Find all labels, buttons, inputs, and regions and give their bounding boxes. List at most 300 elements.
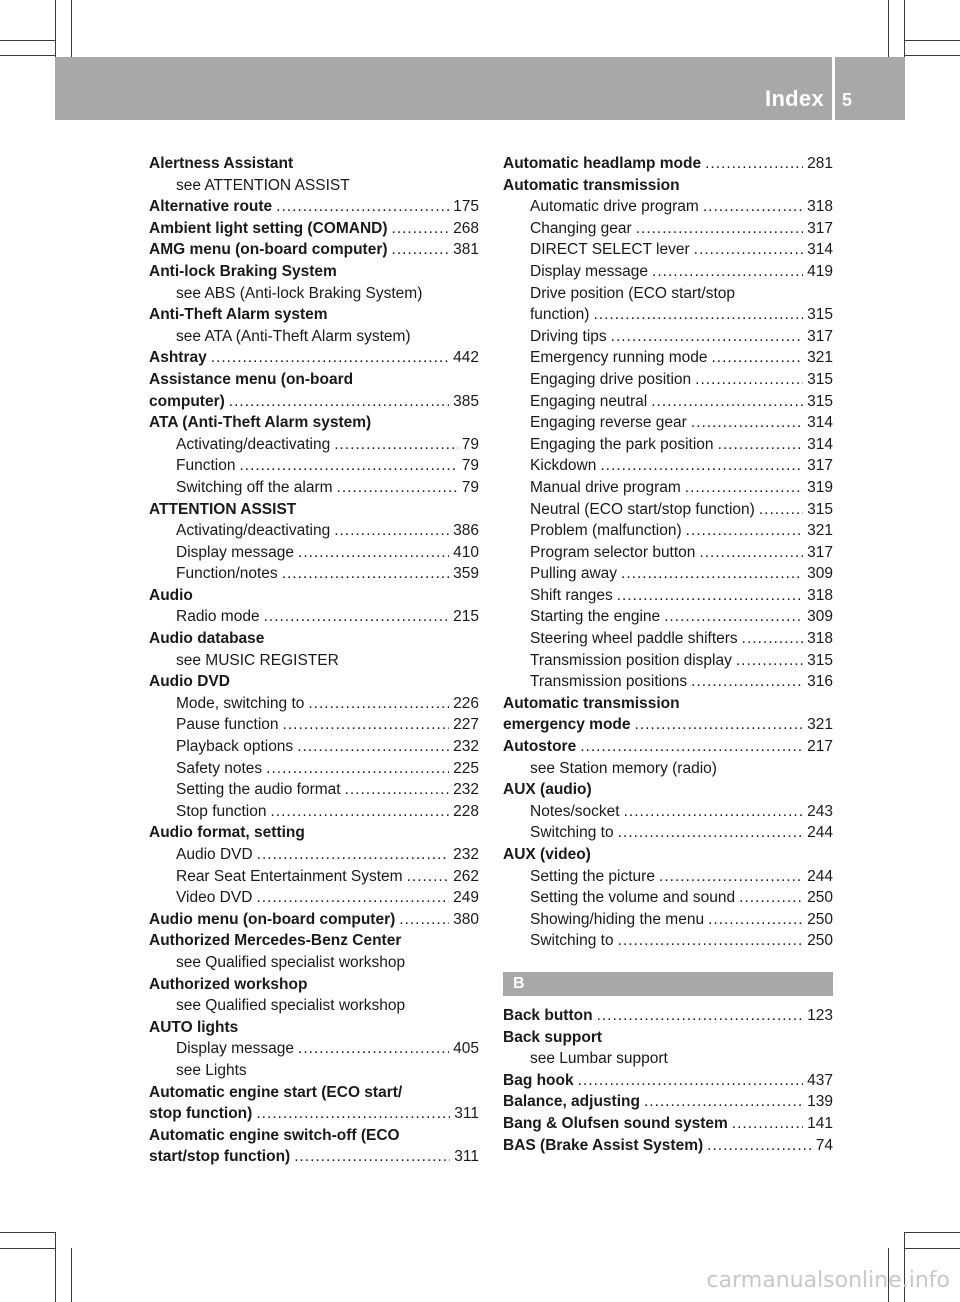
- index-entry: [149, 499, 479, 521]
- index-subentry[interactable]: [503, 196, 833, 218]
- entry-label: see Lights: [176, 1061, 247, 1079]
- page-reference[interactable]: 319: [807, 478, 833, 496]
- index-entry: [149, 628, 479, 650]
- dot-leader: [618, 822, 804, 844]
- entry-label: Ambient light setting (COMAND): [149, 219, 388, 237]
- entry-label: Display message: [176, 1040, 295, 1058]
- entry-label: Automatic drive program: [530, 198, 699, 216]
- dot-leader: [578, 1070, 804, 1092]
- page-reference[interactable]: 244: [807, 824, 833, 842]
- page-reference[interactable]: 309: [807, 565, 833, 583]
- index-subentry[interactable]: [149, 779, 479, 801]
- index-subentry[interactable]: [503, 304, 833, 326]
- index-entry[interactable]: [503, 736, 833, 758]
- index-subentry[interactable]: [149, 887, 479, 909]
- index-entry[interactable]: [149, 196, 479, 218]
- entry-label: BAS (Brake Assist System): [503, 1136, 704, 1154]
- entry-label: Assistance menu (on-board: [149, 370, 354, 388]
- crop-mark: [888, 0, 889, 58]
- dot-leader: [270, 801, 449, 823]
- page-reference[interactable]: 225: [453, 759, 479, 777]
- entry-label: Audio format, setting: [149, 824, 305, 842]
- entry-label: Starting the engine: [530, 608, 661, 626]
- entry-label: Back support: [503, 1028, 603, 1046]
- entry-label: Safety notes: [176, 759, 263, 777]
- entry-label: Mode, switching to: [176, 694, 305, 712]
- index-entry[interactable]: [503, 714, 833, 736]
- page-reference[interactable]: 250: [807, 910, 833, 928]
- index-subentry[interactable]: [149, 758, 479, 780]
- entry-label: see ATTENTION ASSIST: [176, 176, 350, 194]
- index-entry[interactable]: [503, 1091, 833, 1113]
- entry-label: Video DVD: [176, 889, 253, 907]
- entry-label: AUX (video): [503, 846, 591, 863]
- index-subentry[interactable]: [149, 866, 479, 888]
- index-subentry[interactable]: [503, 369, 833, 391]
- entry-label: Emergency running mode: [530, 349, 708, 367]
- page-reference[interactable]: 386: [453, 522, 479, 540]
- dot-leader: [664, 606, 803, 628]
- index-subentry[interactable]: [149, 736, 479, 758]
- page-reference[interactable]: 244: [807, 867, 833, 885]
- entry-label: Audio: [149, 586, 193, 604]
- page-reference[interactable]: 232: [453, 738, 479, 756]
- entry-label: Switching to: [530, 824, 614, 842]
- entry-label: Changing gear: [530, 219, 632, 237]
- crop-mark: [0, 55, 56, 56]
- index-entry: [149, 930, 479, 952]
- page-number: 5: [842, 90, 853, 110]
- dot-leader: [635, 714, 804, 736]
- index-subentry[interactable]: [503, 499, 833, 521]
- dot-leader: [652, 261, 803, 283]
- index-entry[interactable]: [149, 1146, 479, 1168]
- dot-leader: [759, 499, 803, 521]
- index-subentry: [149, 283, 479, 305]
- page-title: Index: [765, 86, 824, 111]
- page-reference[interactable]: 359: [453, 565, 479, 583]
- entry-label: Automatic engine switch-off (ECO: [149, 1126, 400, 1144]
- dot-leader: [337, 477, 458, 499]
- entry-label: Autostore: [503, 738, 577, 756]
- index-entry[interactable]: [503, 1135, 833, 1157]
- entry-label: Drive position (ECO start/stop: [530, 284, 736, 302]
- crop-mark: [71, 0, 72, 58]
- page-reference[interactable]: 217: [807, 738, 833, 756]
- page-reference[interactable]: 315: [807, 370, 833, 388]
- entry-label: Stop function: [176, 802, 267, 820]
- entry-label: Setting the picture: [530, 867, 655, 885]
- dot-leader: [691, 412, 803, 434]
- index-entry: [149, 1125, 479, 1147]
- dot-leader: [600, 455, 803, 477]
- index-subentry[interactable]: [503, 628, 833, 650]
- page-reference[interactable]: 79: [461, 478, 479, 496]
- dot-leader: [691, 671, 803, 693]
- index-subentry[interactable]: [149, 693, 479, 715]
- entry-label: Showing/hiding the menu: [530, 910, 705, 928]
- entry-label: see Qualified specialist workshop: [176, 953, 406, 971]
- page-reference[interactable]: 232: [453, 781, 479, 799]
- dot-leader: [211, 347, 449, 369]
- page-reference[interactable]: 318: [807, 198, 833, 216]
- page-reference[interactable]: 315: [807, 306, 833, 324]
- entry-label: AUX (audio): [503, 781, 592, 799]
- page-reference[interactable]: 314: [807, 435, 833, 453]
- entry-label: Anti-Theft Alarm system: [149, 306, 328, 324]
- page-reference[interactable]: 410: [453, 543, 479, 561]
- index-entry: [149, 671, 479, 693]
- crop-mark: [904, 1232, 960, 1233]
- index-subentry: [503, 283, 833, 305]
- index-subentry[interactable]: [503, 434, 833, 456]
- page-reference[interactable]: 227: [453, 716, 479, 734]
- index-entry: [149, 304, 479, 326]
- entry-label: Pulling away: [530, 565, 618, 583]
- dot-leader: [624, 801, 804, 823]
- page-reference[interactable]: 317: [807, 457, 833, 475]
- index-entry: [149, 369, 479, 391]
- index-subentry[interactable]: [149, 434, 479, 456]
- index-subentry[interactable]: [149, 1038, 479, 1060]
- entry-label: Activating/deactivating: [176, 522, 331, 540]
- entry-label: Bag hook: [503, 1071, 574, 1089]
- index-entry[interactable]: [149, 347, 479, 369]
- page-reference[interactable]: 321: [807, 349, 833, 367]
- entry-label: Automatic transmission: [503, 176, 680, 194]
- dot-leader: [597, 1005, 804, 1027]
- index-entry[interactable]: [149, 1103, 479, 1125]
- index-subentry[interactable]: [503, 585, 833, 607]
- crop-mark: [0, 40, 56, 41]
- page-reference[interactable]: 385: [453, 392, 479, 410]
- header-divider: [832, 57, 835, 120]
- index-subentry[interactable]: [149, 520, 479, 542]
- dot-leader: [739, 887, 803, 909]
- entry-label: ATTENTION ASSIST: [149, 500, 297, 518]
- dot-leader: [229, 391, 449, 413]
- index-entry: [149, 1082, 479, 1104]
- index-subentry[interactable]: [503, 866, 833, 888]
- page-reference[interactable]: 123: [807, 1006, 833, 1024]
- page-reference[interactable]: 315: [807, 651, 833, 669]
- index-subentry[interactable]: [503, 412, 833, 434]
- entry-label: see ATA (Anti-Theft Alarm system): [176, 327, 411, 345]
- index-subentry: [503, 1048, 833, 1070]
- index-entry: [149, 585, 479, 607]
- section-header: B: [503, 972, 833, 996]
- crop-mark: [55, 1232, 56, 1302]
- entry-label: Switching off the alarm: [176, 478, 333, 496]
- entry-label: Audio menu (on-board computer): [149, 910, 396, 928]
- index-subentry[interactable]: [503, 218, 833, 240]
- page-reference[interactable]: 311: [454, 1148, 479, 1166]
- index-entry[interactable]: [149, 909, 479, 931]
- index-entry[interactable]: [149, 239, 479, 261]
- page-reference[interactable]: 381: [453, 241, 479, 259]
- dot-leader: [659, 866, 803, 888]
- entry-label: Audio database: [149, 630, 265, 648]
- dot-leader: [308, 693, 449, 715]
- dot-leader: [695, 369, 803, 391]
- dot-leader: [256, 1103, 450, 1125]
- index-entry: [149, 261, 479, 283]
- entry-label: Manual drive program: [530, 478, 681, 496]
- index-subentry[interactable]: [149, 844, 479, 866]
- index-column-left: [149, 153, 479, 1168]
- page-reference[interactable]: 316: [807, 673, 833, 691]
- page-reference[interactable]: 232: [453, 846, 479, 863]
- index-subentry[interactable]: [149, 606, 479, 628]
- entry-label: see Station memory (radio): [530, 759, 717, 777]
- entry-label: emergency mode: [503, 716, 631, 734]
- entry-label: Audio DVD: [149, 673, 230, 691]
- index-entry: [503, 1027, 833, 1049]
- dot-leader: [298, 542, 449, 564]
- page-reference[interactable]: 321: [807, 716, 833, 734]
- entry-label: Engaging reverse gear: [530, 414, 687, 432]
- dot-leader: [611, 326, 803, 348]
- entry-label: stop function): [149, 1105, 253, 1123]
- entry-label: Display message: [530, 262, 649, 280]
- index-subentry[interactable]: [503, 326, 833, 348]
- crop-mark: [0, 1248, 56, 1249]
- index-entry[interactable]: [149, 391, 479, 413]
- index-subentry[interactable]: [503, 542, 833, 564]
- dot-leader: [651, 391, 803, 413]
- page-reference[interactable]: 139: [807, 1093, 833, 1111]
- index-subentry[interactable]: [149, 801, 479, 823]
- dot-leader: [334, 520, 449, 542]
- page-reference[interactable]: 262: [453, 867, 479, 885]
- crop-mark: [904, 40, 960, 41]
- page-reference[interactable]: 317: [807, 543, 833, 561]
- index-column-right: [503, 153, 833, 1156]
- page-reference[interactable]: 175: [453, 198, 479, 216]
- entry-label: Activating/deactivating: [176, 435, 331, 453]
- dot-leader: [392, 218, 450, 240]
- page-reference[interactable]: 228: [453, 802, 479, 820]
- index-entry: [503, 693, 833, 715]
- index-subentry[interactable]: [503, 455, 833, 477]
- dot-leader: [294, 1146, 450, 1168]
- entry-label: Transmission position display: [530, 651, 732, 669]
- page-reference[interactable]: 405: [453, 1040, 479, 1058]
- entry-label: Shift ranges: [530, 586, 613, 604]
- dot-leader: [712, 347, 804, 369]
- page-reference[interactable]: 74: [815, 1136, 833, 1154]
- dot-leader: [617, 585, 803, 607]
- index-subentry[interactable]: [503, 563, 833, 585]
- dot-leader: [399, 909, 449, 931]
- page-reference[interactable]: 380: [453, 910, 479, 928]
- entry-label: Alertness Assistant: [149, 155, 294, 172]
- dot-leader: [621, 563, 803, 585]
- index-subentry: [149, 175, 479, 197]
- dot-leader: [283, 714, 450, 736]
- index-subentry[interactable]: [503, 606, 833, 628]
- index-entry: [149, 1017, 479, 1039]
- entry-label: Setting the audio format: [176, 781, 341, 799]
- page-reference[interactable]: 250: [807, 889, 833, 907]
- index-subentry: [149, 1060, 479, 1082]
- watermark: carmanualsonline.info: [706, 1268, 950, 1293]
- entry-label: see ABS (Anti-lock Braking System): [176, 284, 423, 302]
- entry-label: Transmission positions: [530, 673, 688, 691]
- dot-leader: [686, 520, 804, 542]
- index-entry[interactable]: [503, 1070, 833, 1092]
- page-reference[interactable]: 315: [807, 500, 833, 518]
- dot-leader: [742, 628, 803, 650]
- index-subentry[interactable]: [503, 239, 833, 261]
- entry-label: computer): [149, 392, 225, 410]
- dot-leader: [298, 1038, 449, 1060]
- index-subentry[interactable]: [503, 477, 833, 499]
- page-reference[interactable]: 79: [461, 457, 479, 475]
- page-reference[interactable]: 215: [453, 608, 479, 626]
- entry-label: Engaging neutral: [530, 392, 648, 410]
- index-subentry[interactable]: [503, 671, 833, 693]
- index-subentry[interactable]: [503, 822, 833, 844]
- entry-label: Pause function: [176, 716, 279, 734]
- entry-label: AMG menu (on-board computer): [149, 241, 388, 259]
- entry-label: AUTO lights: [149, 1018, 239, 1036]
- index-subentry[interactable]: [503, 930, 833, 952]
- page-reference[interactable]: 250: [807, 932, 833, 950]
- entry-label: start/stop function): [149, 1148, 291, 1166]
- index-entry: [149, 412, 479, 434]
- page-reference[interactable]: 79: [461, 435, 479, 453]
- page-reference[interactable]: 141: [807, 1114, 833, 1132]
- entry-label: Alternative route: [149, 198, 273, 216]
- index-subentry[interactable]: [149, 477, 479, 499]
- entry-label: Setting the volume and sound: [530, 889, 736, 907]
- index-subentry: [149, 952, 479, 974]
- entry-label: see Lumbar support: [530, 1050, 668, 1068]
- index-subentry[interactable]: [149, 455, 479, 477]
- entry-label: Audio DVD: [176, 846, 253, 863]
- index-subentry[interactable]: [503, 909, 833, 931]
- page-reference[interactable]: 419: [807, 262, 833, 280]
- entry-label: Engaging the park position: [530, 435, 714, 453]
- entry-label: Rear Seat Entertainment System: [176, 867, 403, 885]
- page-reference[interactable]: 268: [453, 219, 479, 237]
- dot-leader: [593, 304, 803, 326]
- index-entry: [149, 153, 479, 175]
- page-reference[interactable]: 315: [807, 392, 833, 410]
- entry-label: DIRECT SELECT lever: [530, 241, 690, 259]
- index-subentry[interactable]: [503, 261, 833, 283]
- index-subentry[interactable]: [503, 650, 833, 672]
- dot-leader: [256, 887, 449, 909]
- page-reference[interactable]: 318: [807, 586, 833, 604]
- entry-label: Ashtray: [149, 349, 207, 367]
- entry-label: ATA (Anti-Theft Alarm system): [149, 414, 372, 432]
- index-entry: [503, 779, 833, 801]
- entry-label: Function: [176, 457, 236, 475]
- entry-label: Switching to: [530, 932, 614, 950]
- entry-label: Kickdown: [530, 457, 597, 475]
- page-reference[interactable]: 226: [453, 694, 479, 712]
- index-subentry[interactable]: [503, 801, 833, 823]
- entry-label: Automatic transmission: [503, 694, 680, 712]
- entry-label: see Qualified specialist workshop: [176, 997, 406, 1015]
- entry-label: Steering wheel paddle shifters: [530, 630, 738, 648]
- entry-label: Playback options: [176, 738, 294, 756]
- index-subentry[interactable]: [503, 887, 833, 909]
- entry-label: Anti-lock Braking System: [149, 262, 337, 280]
- entry-label: Neutral (ECO start/stop function): [530, 500, 755, 518]
- dot-leader: [297, 736, 449, 758]
- page-reference[interactable]: 311: [454, 1105, 479, 1123]
- entry-label: see MUSIC REGISTER: [176, 651, 339, 669]
- dot-leader: [708, 909, 803, 931]
- crop-mark: [904, 55, 960, 56]
- entry-label: Display message: [176, 543, 295, 561]
- page-reference[interactable]: 437: [807, 1071, 833, 1089]
- crop-mark: [71, 1248, 72, 1302]
- dot-leader: [276, 196, 449, 218]
- index-subentry[interactable]: [149, 563, 479, 585]
- entry-label: Automatic engine start (ECO start/: [149, 1083, 403, 1101]
- crop-mark: [904, 1248, 960, 1249]
- index-entry[interactable]: [503, 1113, 833, 1135]
- index-subentry[interactable]: [503, 391, 833, 413]
- dot-leader: [580, 736, 803, 758]
- page-reference[interactable]: 314: [807, 414, 833, 432]
- page-reference[interactable]: 317: [807, 327, 833, 345]
- dot-leader: [685, 477, 803, 499]
- page-reference[interactable]: 243: [807, 802, 833, 820]
- index-subentry[interactable]: [503, 347, 833, 369]
- index-subentry[interactable]: [149, 542, 479, 564]
- dot-leader: [707, 1135, 812, 1157]
- index-subentry: [149, 326, 479, 348]
- page-reference[interactable]: 321: [807, 522, 833, 540]
- dot-leader: [407, 866, 450, 888]
- page-reference[interactable]: 249: [453, 889, 479, 907]
- index-entry: [503, 844, 833, 866]
- dot-leader: [718, 434, 804, 456]
- page-reference[interactable]: 309: [807, 608, 833, 626]
- entry-label: Driving tips: [530, 327, 607, 345]
- index-subentry[interactable]: [149, 714, 479, 736]
- index-subentry: [149, 650, 479, 672]
- dot-leader: [257, 844, 449, 866]
- entry-label: Bang & Olufsen sound system: [503, 1114, 728, 1132]
- index-entry[interactable]: [503, 1005, 833, 1027]
- entry-label: Back button: [503, 1006, 593, 1024]
- page-reference[interactable]: 314: [807, 241, 833, 259]
- page-reference[interactable]: 442: [453, 349, 479, 367]
- dot-leader: [694, 239, 803, 261]
- dot-leader: [636, 218, 803, 240]
- dot-leader: [239, 455, 457, 477]
- dot-leader: [732, 1113, 803, 1135]
- index-entry: [149, 974, 479, 996]
- page-reference[interactable]: 317: [807, 219, 833, 237]
- dot-leader: [266, 758, 449, 780]
- page-reference[interactable]: 318: [807, 630, 833, 648]
- index-entry[interactable]: [149, 218, 479, 240]
- index-subentry: [503, 758, 833, 780]
- dot-leader: [644, 1091, 803, 1113]
- index-entry[interactable]: [503, 153, 833, 175]
- index-subentry[interactable]: [503, 520, 833, 542]
- dot-leader: [703, 196, 803, 218]
- index-entry: [149, 822, 479, 844]
- page-reference[interactable]: 281: [807, 155, 833, 172]
